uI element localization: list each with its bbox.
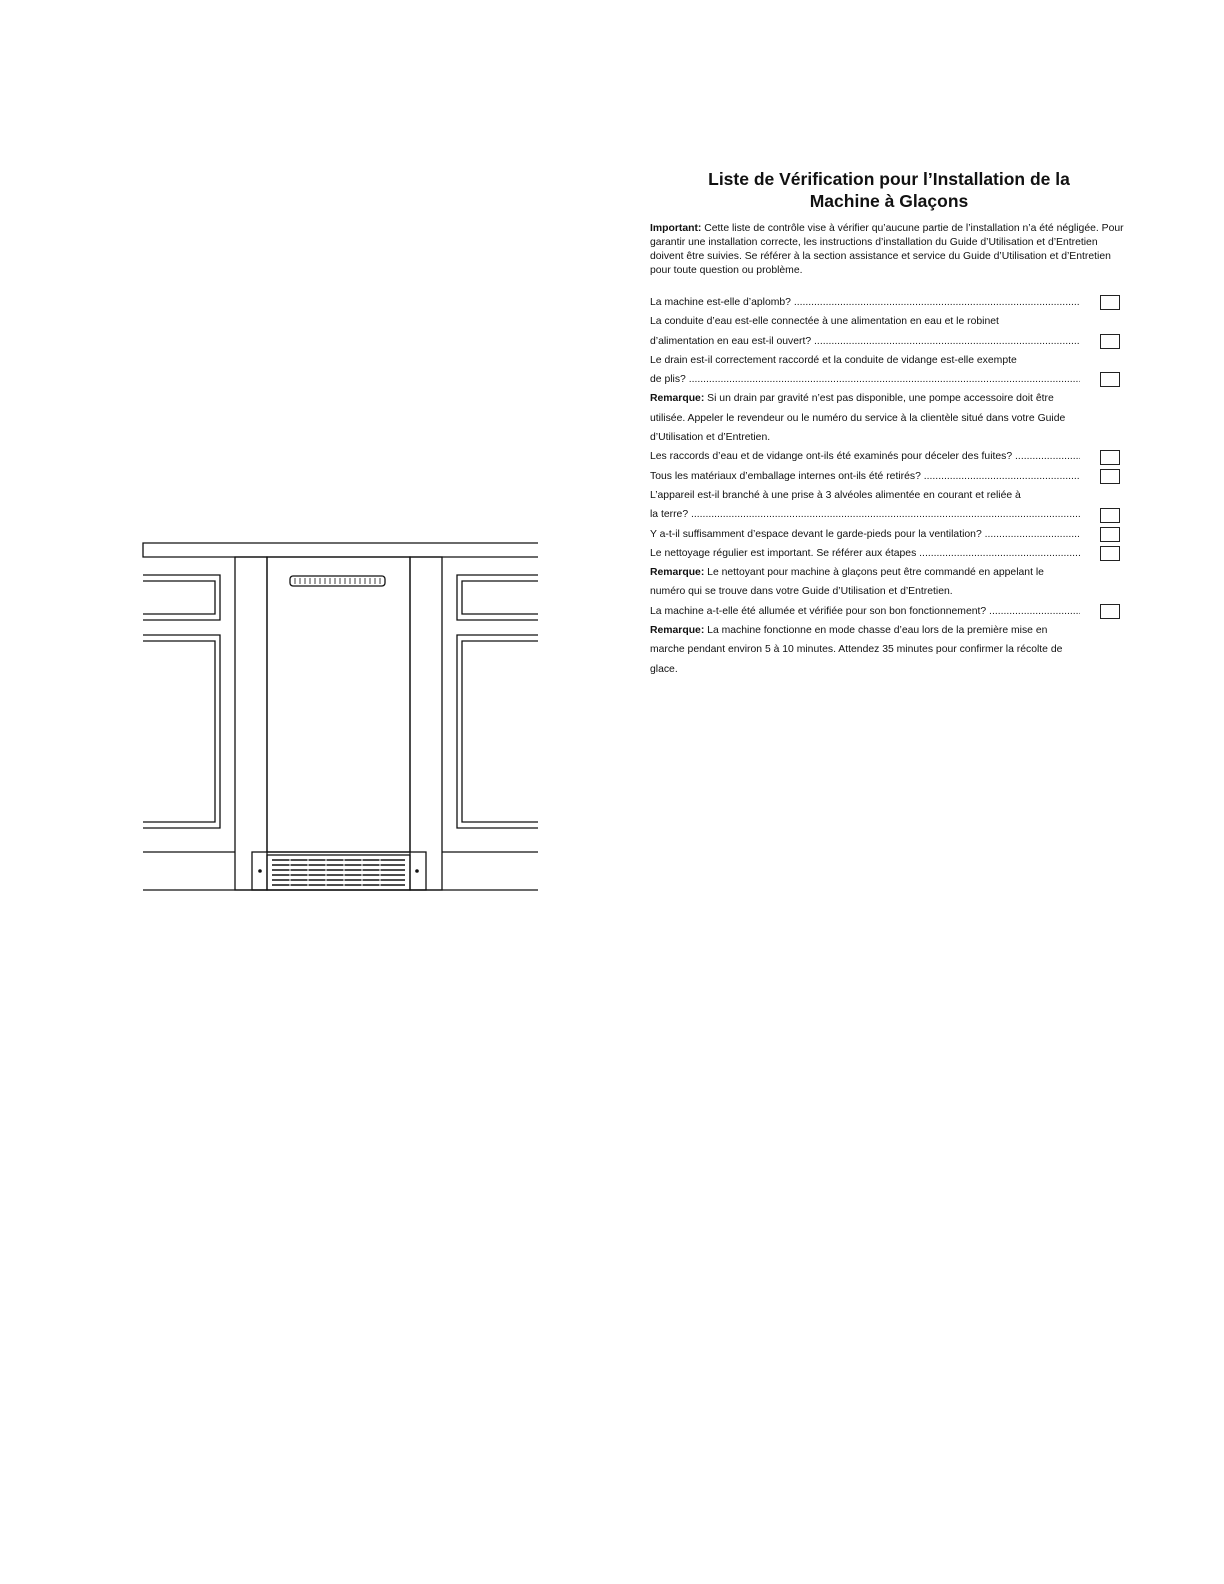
intro-label: Important: xyxy=(650,223,702,234)
checkbox-packaging[interactable] xyxy=(1100,469,1120,484)
checklist-item-ventilation: Y a-t-il suffisamment d’espace devant le garde-pieds pour la ventilation? ..... xyxy=(650,525,1120,544)
left-side-panel xyxy=(235,557,267,890)
ice-maker-door xyxy=(267,557,410,852)
grille-louvers xyxy=(272,860,405,885)
right-door-inner xyxy=(462,641,538,822)
checkbox-cleaning[interactable] xyxy=(1100,546,1120,561)
checkbox-grounded-outlet[interactable] xyxy=(1100,508,1120,523)
right-drawer-inner xyxy=(462,581,538,614)
checklist-items xyxy=(650,293,1120,679)
checklist-item-cleaning: Le nettoyage régulier est important. Se référer aux étapes ..... xyxy=(650,544,1120,563)
checklist-item-leaks: Les raccords d’eau et de vidange ont-ils été examinés pour déceler des fuites? ..... xyxy=(650,447,1120,466)
intro-text: Cette liste de contrôle vise à vérifier qu’aucune partie de l’installation n’a été négligée. Pour garantir une installation correcte, les instructions d’installation du Guide d’Utilisation et d’Entretien doivent être suivies. Se référer à la section assistance et service du Guide d’Utilisation et d’Entretien pour toute question ou problème. xyxy=(650,223,1124,276)
checkbox-ventilation[interactable] xyxy=(1100,527,1120,542)
countertop xyxy=(143,543,538,557)
checkbox-level[interactable] xyxy=(1100,295,1120,310)
screw-left xyxy=(258,869,262,873)
checkbox-drain[interactable] xyxy=(1100,372,1120,387)
checklist-item-level: La machine est-elle d’aplomb? ..... xyxy=(650,293,1120,312)
screw-right xyxy=(415,869,419,873)
right-side-panel xyxy=(410,557,442,890)
checklist-item-power-on: La machine a-t-elle été allumée et vérifiée pour son bon fonctionnement? ..... xyxy=(650,602,1120,621)
left-drawer-outer xyxy=(143,575,220,620)
note-cleaner: Remarque: Le nettoyant pour machine à glaçons peut être commandé en appelant le numéro qui se trouve dans votre Guide d’Utilisation et d’Entretien. xyxy=(650,567,1044,598)
right-door-outer xyxy=(457,635,538,828)
left-drawer-inner xyxy=(143,581,215,614)
checklist-item-packaging: Tous les matériaux d’emballage internes ont-ils été retirés? ..... xyxy=(650,467,1120,486)
checkbox-power-on[interactable] xyxy=(1100,604,1120,619)
checkbox-water-line[interactable] xyxy=(1100,334,1120,349)
checklist-item-water-line: La conduite d’eau est-elle connectée à une alimentation en eau et le robinet d’alimentation en eau est-il ouvert? ..... xyxy=(650,312,1120,351)
intro-paragraph xyxy=(650,222,1128,278)
left-door-inner xyxy=(143,641,215,822)
left-door-outer xyxy=(143,635,220,828)
door-handle xyxy=(290,576,385,586)
note-drain: Remarque: Si un drain par gravité n’est pas disponible, une pompe accessoire doit être utilisée. Appeler le revendeur ou le numéro du service à la clientèle situé dans votre Guide d’Utilisation et d’Entretien. xyxy=(650,393,1066,444)
installation-checklist xyxy=(650,168,1130,679)
page-title: Liste de Vérification pour l’Installation de la Machine à Glaçons xyxy=(708,169,1070,211)
note-flush-mode: Remarque: La machine fonctionne en mode chasse d’eau lors de la première mise en marche pendant environ 5 à 10 minutes. Attendez 35 minutes pour confirmer la récolte de glace. xyxy=(650,625,1063,675)
checkbox-leaks[interactable] xyxy=(1100,450,1120,465)
ice-maker-installation-illustration xyxy=(140,540,542,896)
checklist-item-grounded-outlet: L’appareil est-il branché à une prise à 3 alvéoles alimentée en courant et reliée à la terre? ..... xyxy=(650,486,1120,525)
checklist-item-drain: Le drain est-il correctement raccordé et la conduite de vidange est-elle exempte de plis? ..... xyxy=(650,351,1120,390)
right-drawer-outer xyxy=(457,575,538,620)
